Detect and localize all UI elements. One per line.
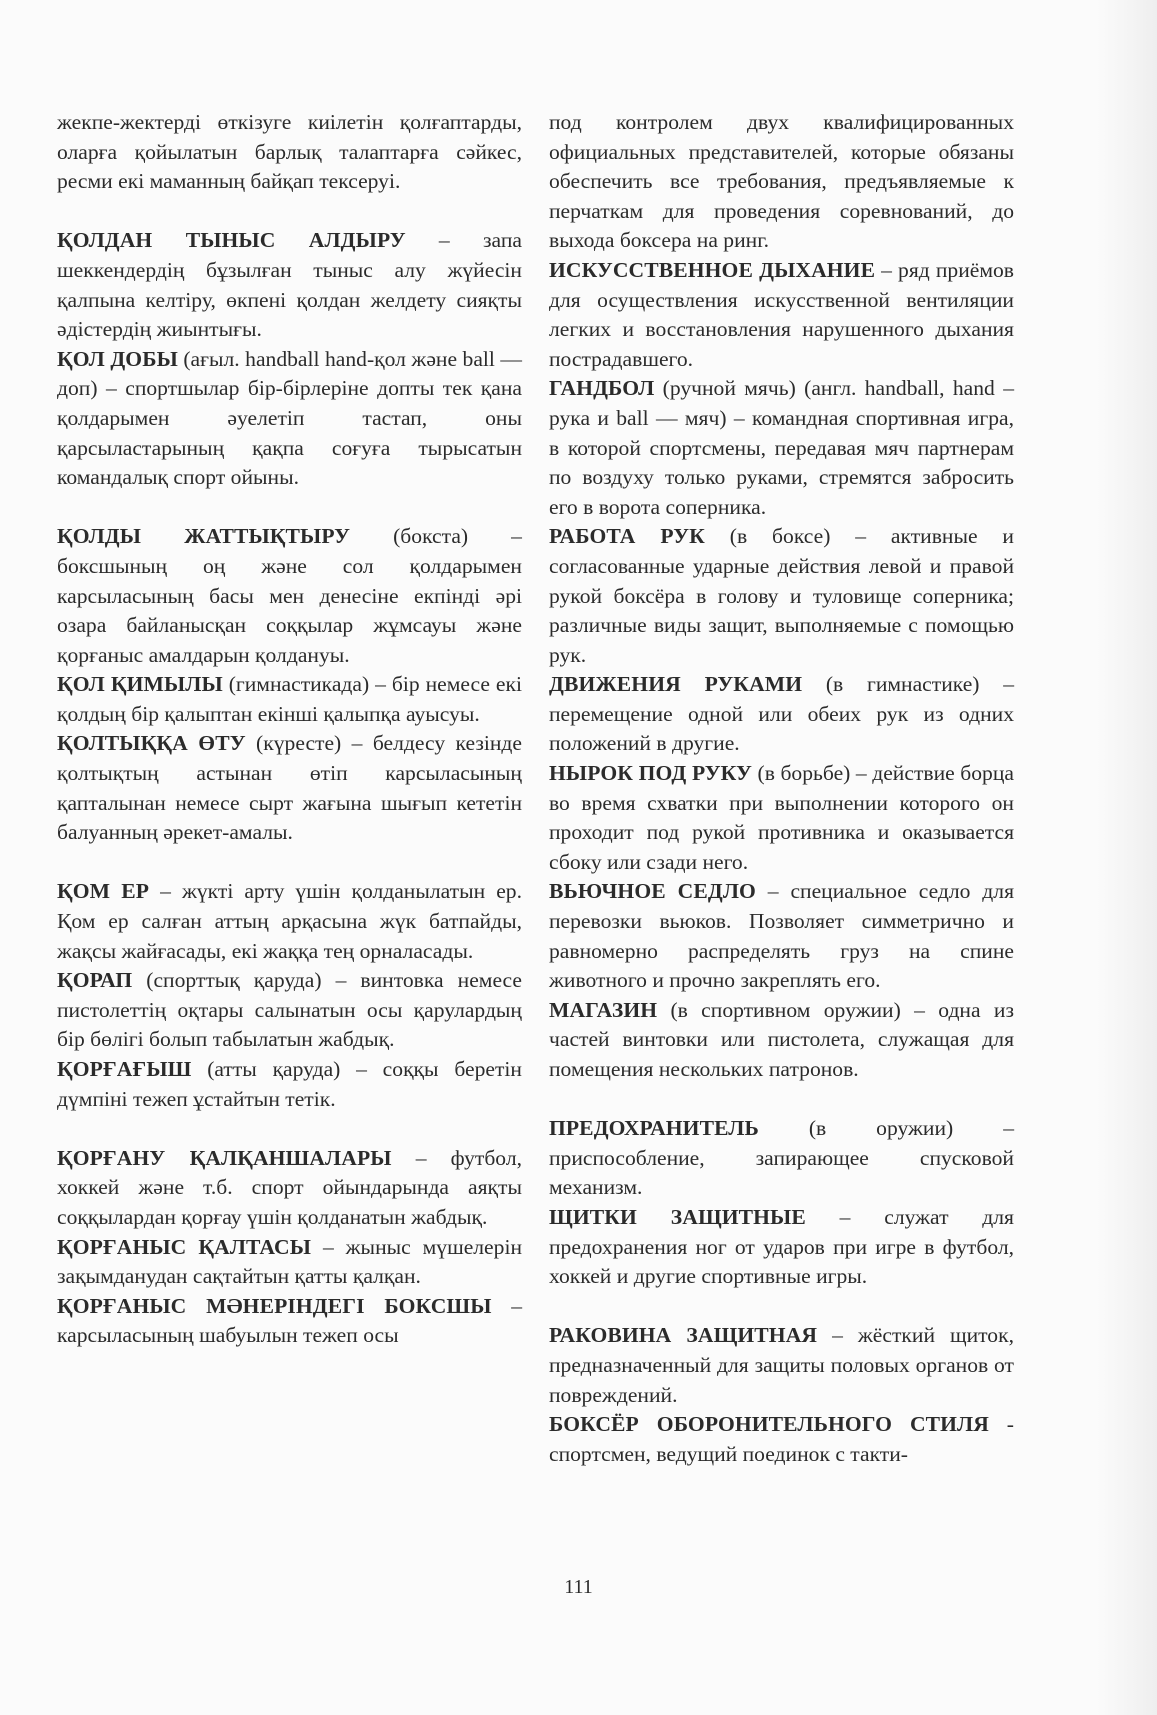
- page-number: 111: [564, 1576, 593, 1598]
- dictionary-entry: [549, 108, 1014, 256]
- entry-definition: (в спортивном оружии) – одна из частей винтовки или пистолета, служащая для помещения нескольких патронов.: [549, 997, 1014, 1081]
- entry-definition: (гимнастикада) – бір немесе екі қолдың бір қалыптан екінші қалыпқа ауысуы.: [57, 672, 522, 726]
- entry-definition: (спорттық қаруда) – винтовка немесе пистолеттің оқтары салынатын осы қарулардың бір бөлігі болып табылатын жабдық.: [57, 968, 522, 1052]
- entry-term: РАКОВИНА ЗАЩИТНАЯ: [549, 1323, 818, 1348]
- dictionary-entry: [57, 1233, 522, 1292]
- dictionary-entry: [57, 1144, 522, 1233]
- dictionary-entry: [57, 1292, 522, 1351]
- entry-definition: – жыныс мүшелерін зақымданудан сақтайтын қатты қалқан.: [57, 1234, 522, 1289]
- dictionary-entry: [549, 996, 1014, 1085]
- entry-definition: (күресте) – белдесу кезінде қолтықтың астынан өтіп карсыласының қапталынан немесе сырт жағына шығып кететін балуанның әрекет-амалы.: [57, 731, 522, 845]
- dictionary-entry: [549, 256, 1014, 374]
- entry-term: ҚОРҒАНУ ҚАЛҚАНШАЛАРЫ: [57, 1145, 392, 1170]
- entry-definition: (ағыл. handball hand-қол және ball — доп) – спортшылар бір-бірлеріне допты тек қана қолдарымен әуелетіп тастап, оны қарсыластарының қақпа соғуға тырысатын командалық спорт ойыны.: [57, 346, 522, 490]
- entry-term: ҚОРҒАНЫС МӘНЕРІНДЕГІ БОКСШЫ: [57, 1293, 492, 1318]
- dictionary-entry: [549, 670, 1014, 759]
- entry-term: ВЬЮЧНОЕ СЕДЛО: [549, 879, 756, 904]
- entry-term: ҚОМ ЕР: [57, 879, 150, 904]
- entry-definition: жекпе-жектерді өткізуге киілетін қолғаптарды, оларға қойылатын барлық талаптарға сәйкес, ресми екі маманның байқап тексеруі.: [57, 110, 522, 194]
- left-column: [57, 108, 522, 1351]
- dictionary-entry: [549, 1114, 1014, 1203]
- entry-definition: – служат для предохранения ног от ударов при игре в футбол, хоккей и другие спортивные игры.: [549, 1204, 1014, 1289]
- entry-definition: (в гимнастике) – перемещение одной или обеих рук из одних положений в другие.: [549, 672, 1014, 756]
- dictionary-entry: [57, 226, 522, 344]
- dictionary-entry: [57, 108, 522, 197]
- entry-term: ҚОЛ ДОБЫ: [57, 346, 178, 371]
- entry-definition: (бокста) – боксшының оң және сол қолдарымен карсыласының басы мен денесіне екпінді әрі озара байланысқан соққылар жұмсауы және қорғаныс амалдарын қолдануы.: [57, 524, 522, 667]
- entry-term: ПРЕДОХРАНИТЕЛЬ: [549, 1116, 759, 1141]
- entry-term: ҚОЛТЫҚҚА ӨТУ: [57, 731, 246, 756]
- entry-term: НЫРОК ПОД РУКУ: [549, 761, 752, 786]
- entry-term: ИСКУССТВЕННОЕ ДЫХАНИЕ: [549, 257, 876, 282]
- entry-definition: – специальное седло для перевозки вьюков. Позволяет симметрично и равномерно распределять груз на спине животного и прочно закреплять его.: [549, 879, 1014, 993]
- entry-definition: (ручной мячь) (англ. handball, hand – рука и ball — мяч) – командная спортивная игра, в которой спортсмены, передавая мяч партнерам по воздуху только руками, стремятся забросить его в ворота соперника.: [549, 376, 1014, 519]
- entry-definition: под контролем двух квалифицированных официальных представителей, которые обязаны обеспечить все требования, предъявляемые к перчаткам для проведения соревнований, до выхода боксера на ринг.: [549, 110, 1014, 253]
- entry-term: ҚОЛДЫ ЖАТТЫҚТЫРУ: [57, 524, 351, 549]
- entry-term: ҚОРҒАНЫС ҚАЛТАСЫ: [57, 1234, 312, 1259]
- entry-term: ҚОЛДАН ТЫНЫС АЛДЫРУ: [57, 228, 406, 253]
- entry-definition: – жүкті арту үшін қолданылатын ер. Қом ер салған аттың арқасына жүк батпайды, жақсы жайғасады, екі жаққа тең орналасады.: [57, 879, 522, 963]
- dictionary-entry: [549, 522, 1014, 670]
- entry-term: ГАНДБОЛ: [549, 376, 655, 401]
- entry-term: ДВИЖЕНИЯ РУКАМИ: [549, 672, 803, 697]
- right-column: [549, 108, 1014, 1469]
- entry-definition: – запа шеккендердің бұзылған тыныс алу жүйесін қалпына келтіру, өкпені қолдан желдету сияқты әдістердің жиынтығы.: [57, 228, 522, 342]
- entry-definition: (в оружии) – приспособление, запирающее спусковой механизм.: [549, 1116, 1014, 1200]
- dictionary-entry: [57, 345, 522, 493]
- entry-definition: (в боксе) – активные и согласованные ударные действия левой и правой рукой боксёра в голову и туловище соперника; различные виды защит, выполняемые с помощью рук.: [549, 524, 1014, 667]
- dictionary-entry: [57, 522, 522, 670]
- dictionary-entry: [549, 1203, 1014, 1292]
- dictionary-entry: [549, 877, 1014, 995]
- entry-definition: (атты қаруда) – соққы беретін дүмпіні тежеп ұстайтын тетік.: [57, 1057, 522, 1111]
- dictionary-entry: [549, 374, 1014, 522]
- dictionary-entry: [549, 1410, 1014, 1469]
- dictionary-entry: [57, 670, 522, 729]
- entry-definition: - спортсмен, ведущий поединок с такти-: [549, 1412, 1014, 1466]
- entry-term: ҚОЛ ҚИМЫЛЫ: [57, 672, 223, 697]
- page-edge-shadow: [1097, 0, 1157, 1715]
- entry-definition: – ряд приёмов для осуществления искусственной вентиляции легких и восстановления нарушенного дыхания пострадавшего.: [549, 257, 1014, 371]
- dictionary-entry: [549, 1321, 1014, 1410]
- dictionary-entry: [57, 966, 522, 1055]
- entry-term: БОКСЁР ОБОРОНИТЕЛЬНОГО СТИЛЯ: [549, 1412, 989, 1437]
- dictionary-entry: [549, 759, 1014, 877]
- entry-definition: – футбол, хоккей және т.б. спорт ойындарында аяқты соққылардан қорғау үшін қолданатын жабдық.: [57, 1145, 522, 1229]
- entry-term: ЩИТКИ ЗАЩИТНЫЕ: [549, 1204, 806, 1229]
- dictionary-entry: [57, 1055, 522, 1114]
- entry-term: ҚОРАП: [57, 968, 133, 993]
- entry-definition: (в борьбе) – действие борца во время схватки при выполнении которого он проходит под рукой противника и оказывается сбоку или сзади него.: [549, 761, 1014, 874]
- dictionary-entry: [57, 877, 522, 966]
- entry-term: МАГАЗИН: [549, 997, 658, 1022]
- entry-definition: – карсыласының шабуылын тежеп осы: [57, 1293, 522, 1348]
- entry-term: РАБОТА РУК: [549, 524, 705, 549]
- entry-definition: – жёсткий щиток, предназначенный для защиты половых органов от повреждений.: [549, 1323, 1014, 1407]
- entry-term: ҚОРҒАҒЫШ: [57, 1057, 192, 1081]
- dictionary-entry: [57, 729, 522, 847]
